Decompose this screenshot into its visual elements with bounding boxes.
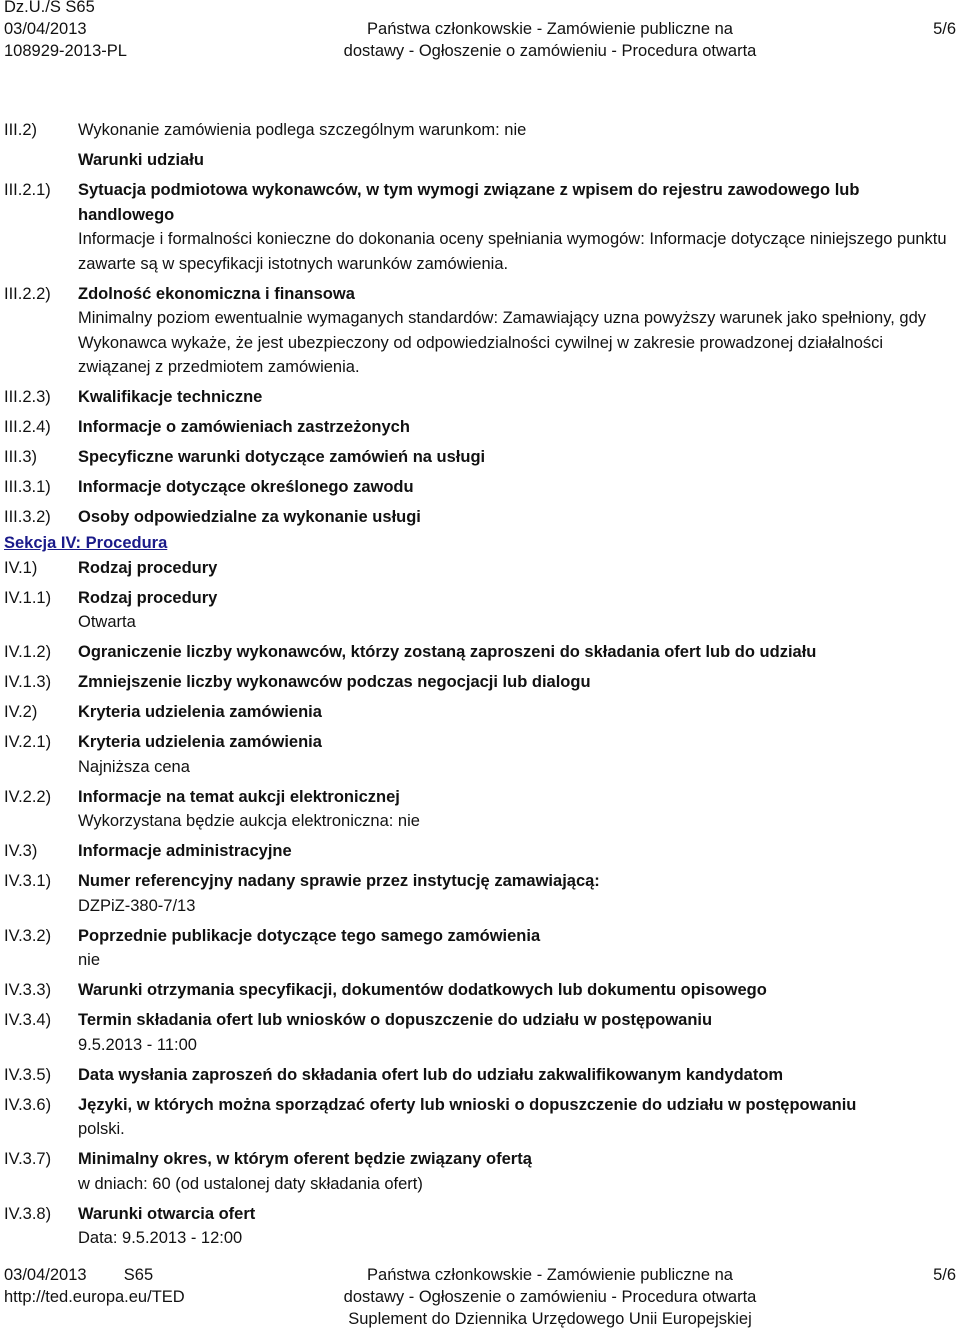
footer-left — [4, 1264, 185, 1308]
notice-item — [0, 670, 960, 695]
item-number: III.2.1) — [4, 181, 51, 199]
notice-item — [0, 1202, 960, 1251]
footer-date: 03/04/2013 — [4, 1266, 87, 1284]
notice-item — [0, 700, 960, 725]
notice-item — [0, 978, 960, 1003]
item-number: III.3) — [4, 448, 38, 466]
notice-id: 108929-2013-PL — [4, 42, 127, 60]
item-number: IV.3.7) — [4, 1150, 52, 1168]
item-body — [78, 730, 960, 779]
footer-title-line1: Państwa członkowskie - Zamówienie publiczne na — [367, 1266, 733, 1284]
item-body — [78, 178, 960, 276]
footer-title-line2: dostawy - Ogłoszenie o zamówieniu - Procedura otwarta — [343, 1288, 757, 1306]
notice-item — [0, 445, 960, 470]
item-body — [78, 924, 960, 973]
item-number: III.2.2) — [4, 284, 51, 303]
item-body — [78, 700, 960, 725]
notice-item — [0, 924, 960, 973]
notice-item — [0, 385, 960, 410]
notice-item — [0, 415, 960, 440]
item-body — [78, 1063, 960, 1088]
item-body — [78, 869, 960, 918]
item-number: III.3.2) — [4, 508, 51, 526]
item-text: Wykonanie zamówienia podlega szczególnym warunkom: nie — [78, 121, 527, 139]
notice-item — [0, 556, 960, 581]
notice-item — [0, 1147, 960, 1196]
item-title: Minimalny okres, w którym oferent będzie związany ofertą — [78, 1150, 532, 1168]
notice-item — [0, 785, 960, 834]
item-body — [78, 445, 960, 470]
item-title: Poprzednie publikacje dotyczące tego samego zamówienia — [78, 926, 541, 945]
item-number: IV.1.3) — [4, 673, 52, 691]
footer-issue: S65 — [123, 1266, 154, 1284]
item-text: Data: 9.5.2013 - 12:00 — [78, 1229, 243, 1247]
item-title: Zmniejszenie liczby wykonawców podczas negocjacji lub dialogu — [78, 673, 591, 691]
item-number: IV.3.1) — [4, 872, 52, 890]
item-title: Zdolność ekonomiczna i finansowa — [78, 284, 355, 303]
item-text: Najniższa cena — [78, 757, 190, 776]
item-body — [78, 1008, 960, 1057]
item-body — [78, 839, 960, 864]
item-title: Warunki otrzymania specyfikacji, dokumentów dodatkowych lub dokumentu opisowego — [78, 981, 767, 999]
notice-item — [0, 1008, 960, 1057]
notice-item — [0, 839, 960, 864]
item-title: Kwalifikacje techniczne — [78, 388, 263, 406]
item-number: IV.3.2) — [4, 926, 52, 945]
item-title: Termin składania ofert lub wniosków o dopuszczenie do udziału w postępowaniu — [78, 1011, 713, 1029]
item-number: IV.3.3) — [4, 981, 52, 999]
notice-item — [0, 869, 960, 918]
item-number: IV.3.5) — [4, 1065, 52, 1084]
item-text: Informacje i formalności konieczne do dokonania oceny spełniania wymogów: Informacje dotyczące niniejszego punktu zawarte są w specyfikacji istotnych warunków zamówienia. — [78, 230, 947, 273]
item-title: Informacje na temat aukcji elektronicznej — [78, 787, 400, 806]
item-title: Data wysłania zaproszeń do składania ofert lub do udziału zakwalifikowanym kandydatom — [78, 1065, 784, 1084]
item-title: Ograniczenie liczby wykonawców, którzy zostaną zaproszeni do składania ofert lub do udziału — [78, 643, 817, 661]
item-body — [78, 1202, 960, 1251]
notice-item — [0, 640, 960, 665]
item-number: IV.3.8) — [4, 1204, 52, 1223]
header-date: 03/04/2013 — [4, 20, 87, 38]
item-number: IV.2.2) — [4, 787, 52, 806]
footer-center — [280, 1264, 820, 1330]
item-body — [78, 475, 960, 500]
item-number: III.3.1) — [4, 478, 51, 496]
item-text: polski. — [78, 1120, 125, 1138]
item-number: IV.3.6) — [4, 1095, 52, 1114]
item-number: IV.1.2) — [4, 643, 52, 661]
item-body — [78, 148, 960, 173]
notice-item — [0, 1093, 960, 1142]
item-body — [78, 385, 960, 410]
notice-item — [0, 282, 960, 380]
item-text: w dniach: 60 (od ustalonej daty składania ofert) — [78, 1174, 423, 1193]
journal-ref: Dz.U./S S65 — [4, 0, 95, 16]
item-body — [78, 670, 960, 695]
notice-item — [0, 730, 960, 779]
section-heading: Sekcja IV: Procedura — [4, 534, 168, 552]
notice-item — [0, 1063, 960, 1088]
item-body — [78, 556, 960, 581]
item-number: IV.2) — [4, 703, 38, 721]
header-left — [4, 0, 127, 62]
item-title: Kryteria udzielenia zamówienia — [78, 703, 322, 721]
header-title-line1: Państwa członkowskie - Zamówienie publiczne na — [367, 20, 733, 38]
item-text: nie — [78, 951, 101, 969]
item-number: III.2.4) — [4, 418, 51, 436]
notice-item — [0, 586, 960, 635]
notice-item — [0, 148, 960, 173]
item-body — [78, 282, 960, 380]
item-body — [78, 118, 960, 143]
item-number: IV.3.4) — [4, 1011, 52, 1029]
item-title: Języki, w których można sporządzać oferty lub wnioski o dopuszczenie do udziału w postępowaniu — [78, 1095, 857, 1114]
notice-item — [0, 118, 960, 143]
item-number: IV.2.1) — [4, 733, 52, 751]
footer-supplement: Suplement do Dziennika Urzędowego Unii Europejskiej — [348, 1310, 752, 1328]
item-title: Informacje administracyjne — [78, 842, 292, 860]
notice-content — [0, 118, 960, 1256]
item-title: Warunki otwarcia ofert — [78, 1204, 256, 1223]
item-title: Kryteria udzielenia zamówienia — [78, 733, 322, 751]
item-body — [78, 586, 960, 635]
item-number: IV.3) — [4, 842, 38, 860]
item-title: Numer referencyjny nadany sprawie przez instytucję zamawiającą: — [78, 872, 600, 890]
item-number: III.2.3) — [4, 388, 51, 406]
notice-item — [0, 475, 960, 500]
footer-date-issue — [4, 1264, 185, 1286]
item-number — [0, 148, 78, 173]
item-title: Specyficzne warunki dotyczące zamówień na usługi — [78, 448, 486, 466]
item-title: Rodzaj procedury — [78, 588, 218, 607]
item-title: Rodzaj procedury — [78, 558, 218, 577]
item-number: III.2) — [4, 121, 38, 139]
item-body — [78, 505, 960, 530]
notice-item — [0, 178, 960, 276]
item-number: IV.1) — [4, 558, 38, 577]
item-text: Minimalny poziom ewentualnie wymaganych standardów: Zamawiający uzna powyższy warunek jako spełniony, gdy Wykonawca wykaże, że jest ubezpieczony od odpowiedzialności cywilnej w zakresie prowadzonej działalności związanej z przedmiotem zamówienia. — [78, 309, 927, 376]
item-title: Informacje o zamówieniach zastrzeżonych — [78, 418, 410, 436]
item-body — [78, 978, 960, 1003]
item-text: 9.5.2013 - 11:00 — [78, 1035, 197, 1054]
item-title: Osoby odpowiedzialne za wykonanie usługi — [78, 508, 421, 526]
item-title: Sytuacja podmiotowa wykonawców, w tym wymogi związane z wpisem do rejestru zawodowego lub handlowego — [78, 181, 860, 224]
item-text: DZPiZ-380-7/13 — [78, 896, 196, 915]
item-body — [78, 415, 960, 440]
item-title: Informacje dotyczące określonego zawodu — [78, 478, 414, 496]
header-page-number: 5/6 — [933, 20, 956, 38]
item-text: Wykorzystana będzie aukcja elektroniczna: nie — [78, 812, 420, 830]
footer-page-number: 5/6 — [933, 1266, 956, 1284]
item-body — [78, 1093, 960, 1142]
header-center — [280, 18, 820, 62]
header-title-line2: dostawy - Ogłoszenie o zamówieniu - Procedura otwarta — [343, 42, 757, 60]
item-number: IV.1.1) — [4, 588, 52, 607]
item-title: Warunki udziału — [78, 151, 204, 169]
item-text: Otwarta — [78, 613, 136, 631]
footer-url: http://ted.europa.eu/TED — [4, 1288, 185, 1306]
item-body — [78, 640, 960, 665]
item-body — [78, 785, 960, 834]
notice-item — [0, 505, 960, 530]
item-body — [78, 1147, 960, 1196]
